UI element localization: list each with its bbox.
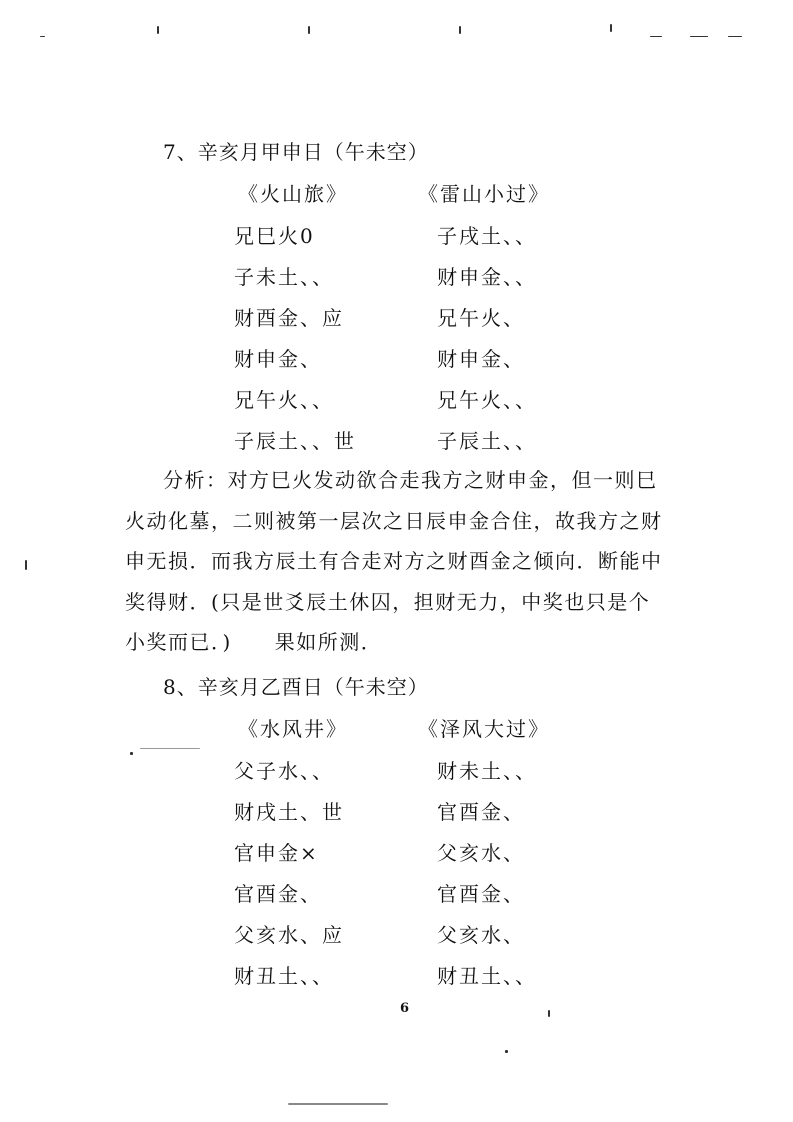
page-number: 6	[400, 1001, 410, 1016]
section-8-left-line-3: 官申金×	[234, 841, 319, 865]
section-8-right-line-3: 父亥水、	[437, 841, 525, 865]
scan-speck	[548, 1010, 550, 1017]
section-7-left-line-5: 兄午火、、	[234, 388, 334, 412]
scan-speck	[459, 26, 461, 34]
section-8-left-line-2: 财戌土、世	[234, 800, 344, 824]
analysis-paragraph	[125, 460, 703, 663]
section-8-left-line-5: 父亥水、应	[234, 923, 344, 947]
section-8-right-line-2: 官酉金、	[437, 800, 525, 824]
analysis-line-2: 火动化墓，二则被第一层次之日辰申金合住，故我方之财	[125, 508, 663, 533]
section-7-right-line-5: 兄午火、、	[437, 388, 537, 412]
section-7-right-line-4: 财申金、	[437, 347, 525, 371]
scan-speck	[157, 26, 159, 34]
scan-speck	[728, 36, 742, 37]
section-8-right-line-1: 财未土、、	[437, 759, 537, 783]
section-8-right-title: 《泽风大过》	[418, 717, 550, 741]
section-8-left-line-4: 官酉金、	[234, 882, 322, 906]
scan-speck	[505, 1050, 508, 1053]
section-7-left-line-1: 兄巳火0	[234, 224, 315, 248]
scan-speck	[690, 36, 708, 37]
section-7-left-line-3: 财酉金、应	[234, 306, 344, 330]
section-7-heading: 7、辛亥月甲申日（午未空）	[163, 140, 429, 164]
section-8-right-line-6: 财丑土、、	[437, 964, 537, 988]
section-7-right-line-6: 子辰土、、	[437, 429, 537, 453]
scan-speck	[610, 24, 612, 32]
section-8-left-line-6: 财丑土、、	[234, 964, 334, 988]
section-7-right-line-2: 财申金、、	[437, 265, 537, 289]
scan-speck	[140, 748, 200, 749]
section-8-right-line-5: 父亥水、	[437, 923, 525, 947]
section-8-right-line-4: 官酉金、	[437, 882, 525, 906]
analysis-line-4: 奖得财．(只是世爻辰土休囚，担财无力，中奖也只是个	[125, 589, 651, 614]
section-8-heading: 8、辛亥月乙酉日（午未空）	[163, 675, 429, 699]
scan-speck	[130, 752, 133, 755]
section-7-left-title: 《火山旅》	[238, 182, 348, 206]
section-7-right-title: 《雷山小过》	[418, 182, 550, 206]
scan-speck	[308, 26, 310, 34]
scan-speck	[650, 36, 662, 37]
analysis-line-1: 分析：对方巳火发动欲合走我方之财申金，但一则巳	[163, 468, 658, 492]
section-7-left-line-2: 子未土、、	[234, 265, 334, 289]
section-7-right-line-1: 子戌土、、	[437, 224, 537, 248]
section-8-left-title: 《水风井》	[238, 717, 348, 741]
scan-speck	[25, 560, 27, 570]
analysis-line-3: 申无损．而我方辰土有合走对方之财酉金之倾向．断能中	[125, 549, 663, 573]
section-7-right-line-3: 兄午火、	[437, 306, 525, 330]
analysis-line-5: 小奖而已．) 果如所测．	[125, 630, 383, 654]
scan-speck	[288, 1103, 388, 1105]
scan-speck	[40, 36, 45, 37]
section-7-left-line-4: 财申金、	[234, 347, 322, 371]
section-8-left-line-1: 父子水、、	[234, 759, 334, 783]
section-7-left-line-6: 子辰土、、世	[234, 429, 356, 453]
